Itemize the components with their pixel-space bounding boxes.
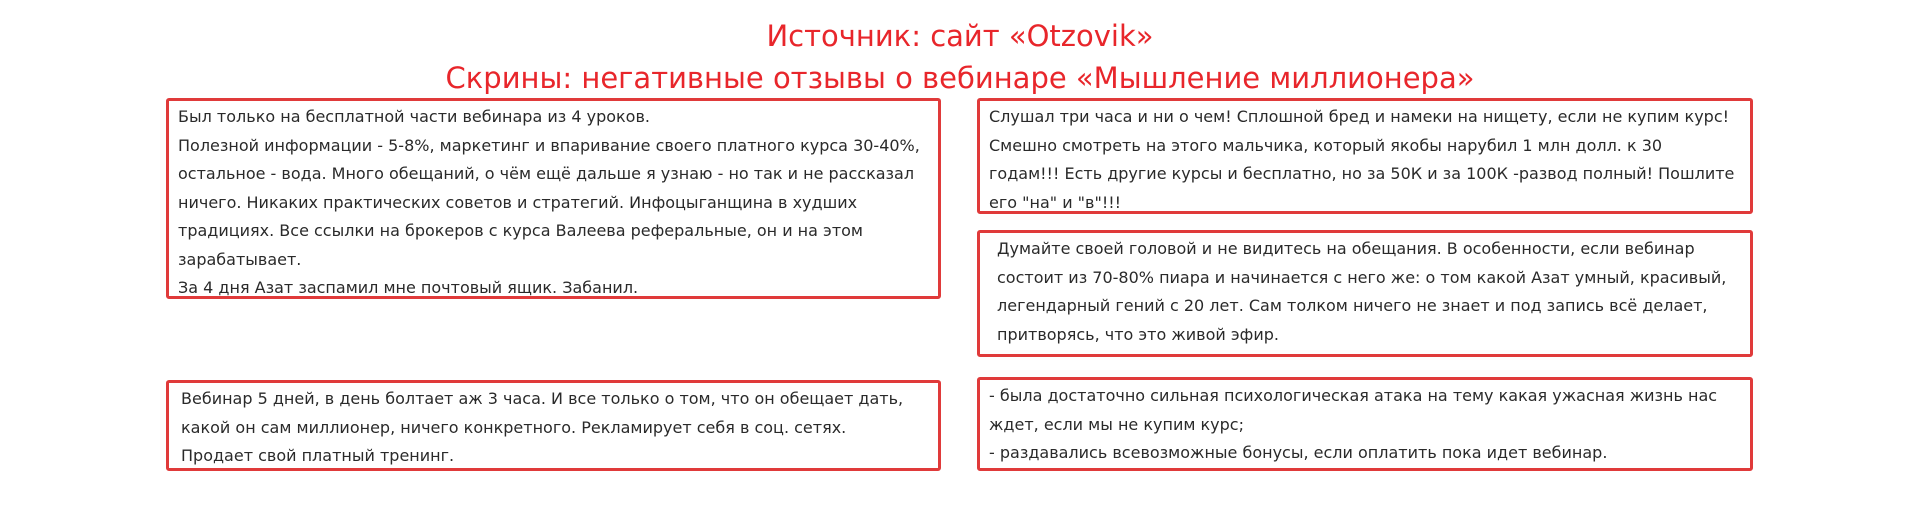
- review-text-line: традициях. Все ссылки на брокеров с курса Валеева реферальные, он и на этом: [178, 221, 863, 240]
- review-text-line: Полезной информации - 5-8%, маркетинг и впаривание своего платного курса 30-40%,: [178, 135, 920, 155]
- review-card-2: [977, 98, 1753, 214]
- review-card-1: [166, 98, 941, 299]
- review-text-line: - раздавались всевозможные бонусы, если оплатить пока идет вебинар.: [989, 443, 1608, 462]
- review-text-line: Смешно смотреть на этого мальчика, который якобы нарубил 1 млн долл. к 30: [989, 135, 1663, 155]
- review-text-line: притворясь, что это живой эфир.: [997, 324, 1279, 344]
- review-text-line: Вебинар 5 дней, в день болтает аж 3 часа. И все только о том, что он обещает дать,: [181, 389, 904, 408]
- review-text-line: - была достаточно сильная психологическая атака на тему какая ужасная жизнь нас: [989, 386, 1718, 405]
- review-text-line: Думайте своей головой и не видитесь на обещания. В особенности, если вебинар: [997, 239, 1695, 258]
- review-text-line: остальное - вода. Много обещаний, о чём ещё дальше я узнаю - но так и не рассказал: [178, 164, 915, 183]
- review-text-line: годам!!! Есть другие курсы и бесплатно, но за 50К и за 100К -развод полный! Пошлите: [989, 164, 1735, 183]
- review-text-line: ждет, если мы не купим курс;: [989, 414, 1244, 434]
- review-text-line: зарабатывает.: [178, 249, 302, 269]
- review-card-4: [166, 380, 941, 471]
- review-text-line: За 4 дня Азат заспамил мне почтовый ящик. Забанил.: [178, 278, 639, 297]
- review-card-5: [977, 377, 1753, 471]
- review-text-line: ничего. Никаких практических советов и стратегий. Инфоцыганщина в худших: [178, 192, 858, 212]
- review-text-line: Продает свой платный тренинг.: [181, 446, 455, 465]
- review-text-line: Был только на бесплатной части вебинара из 4 уроков.: [178, 107, 650, 126]
- review-text-line: Слушал три часа и ни о чем! Сплошной бред и намеки на нищету, если не купим курс!: [989, 107, 1730, 126]
- source-heading: Источник: сайт «Otzovik»: [766, 19, 1154, 53]
- review-text-line: состоит из 70-80% пиара и начинается с него же: о том какой Азат умный, красивый,: [997, 267, 1727, 287]
- review-text-line: легендарный гений с 20 лет. Сам толком ничего не знает и под запись всё делает,: [997, 296, 1708, 315]
- review-text-line: его "на" и "в"!!!: [989, 192, 1122, 212]
- review-text-line: какой он сам миллионер, ничего конкретного. Рекламирует себя в соц. сетях.: [181, 417, 847, 437]
- page-title: Скрины: негативные отзывы о вебинаре «Мышление миллионера»: [445, 61, 1475, 95]
- review-card-3: [977, 230, 1753, 357]
